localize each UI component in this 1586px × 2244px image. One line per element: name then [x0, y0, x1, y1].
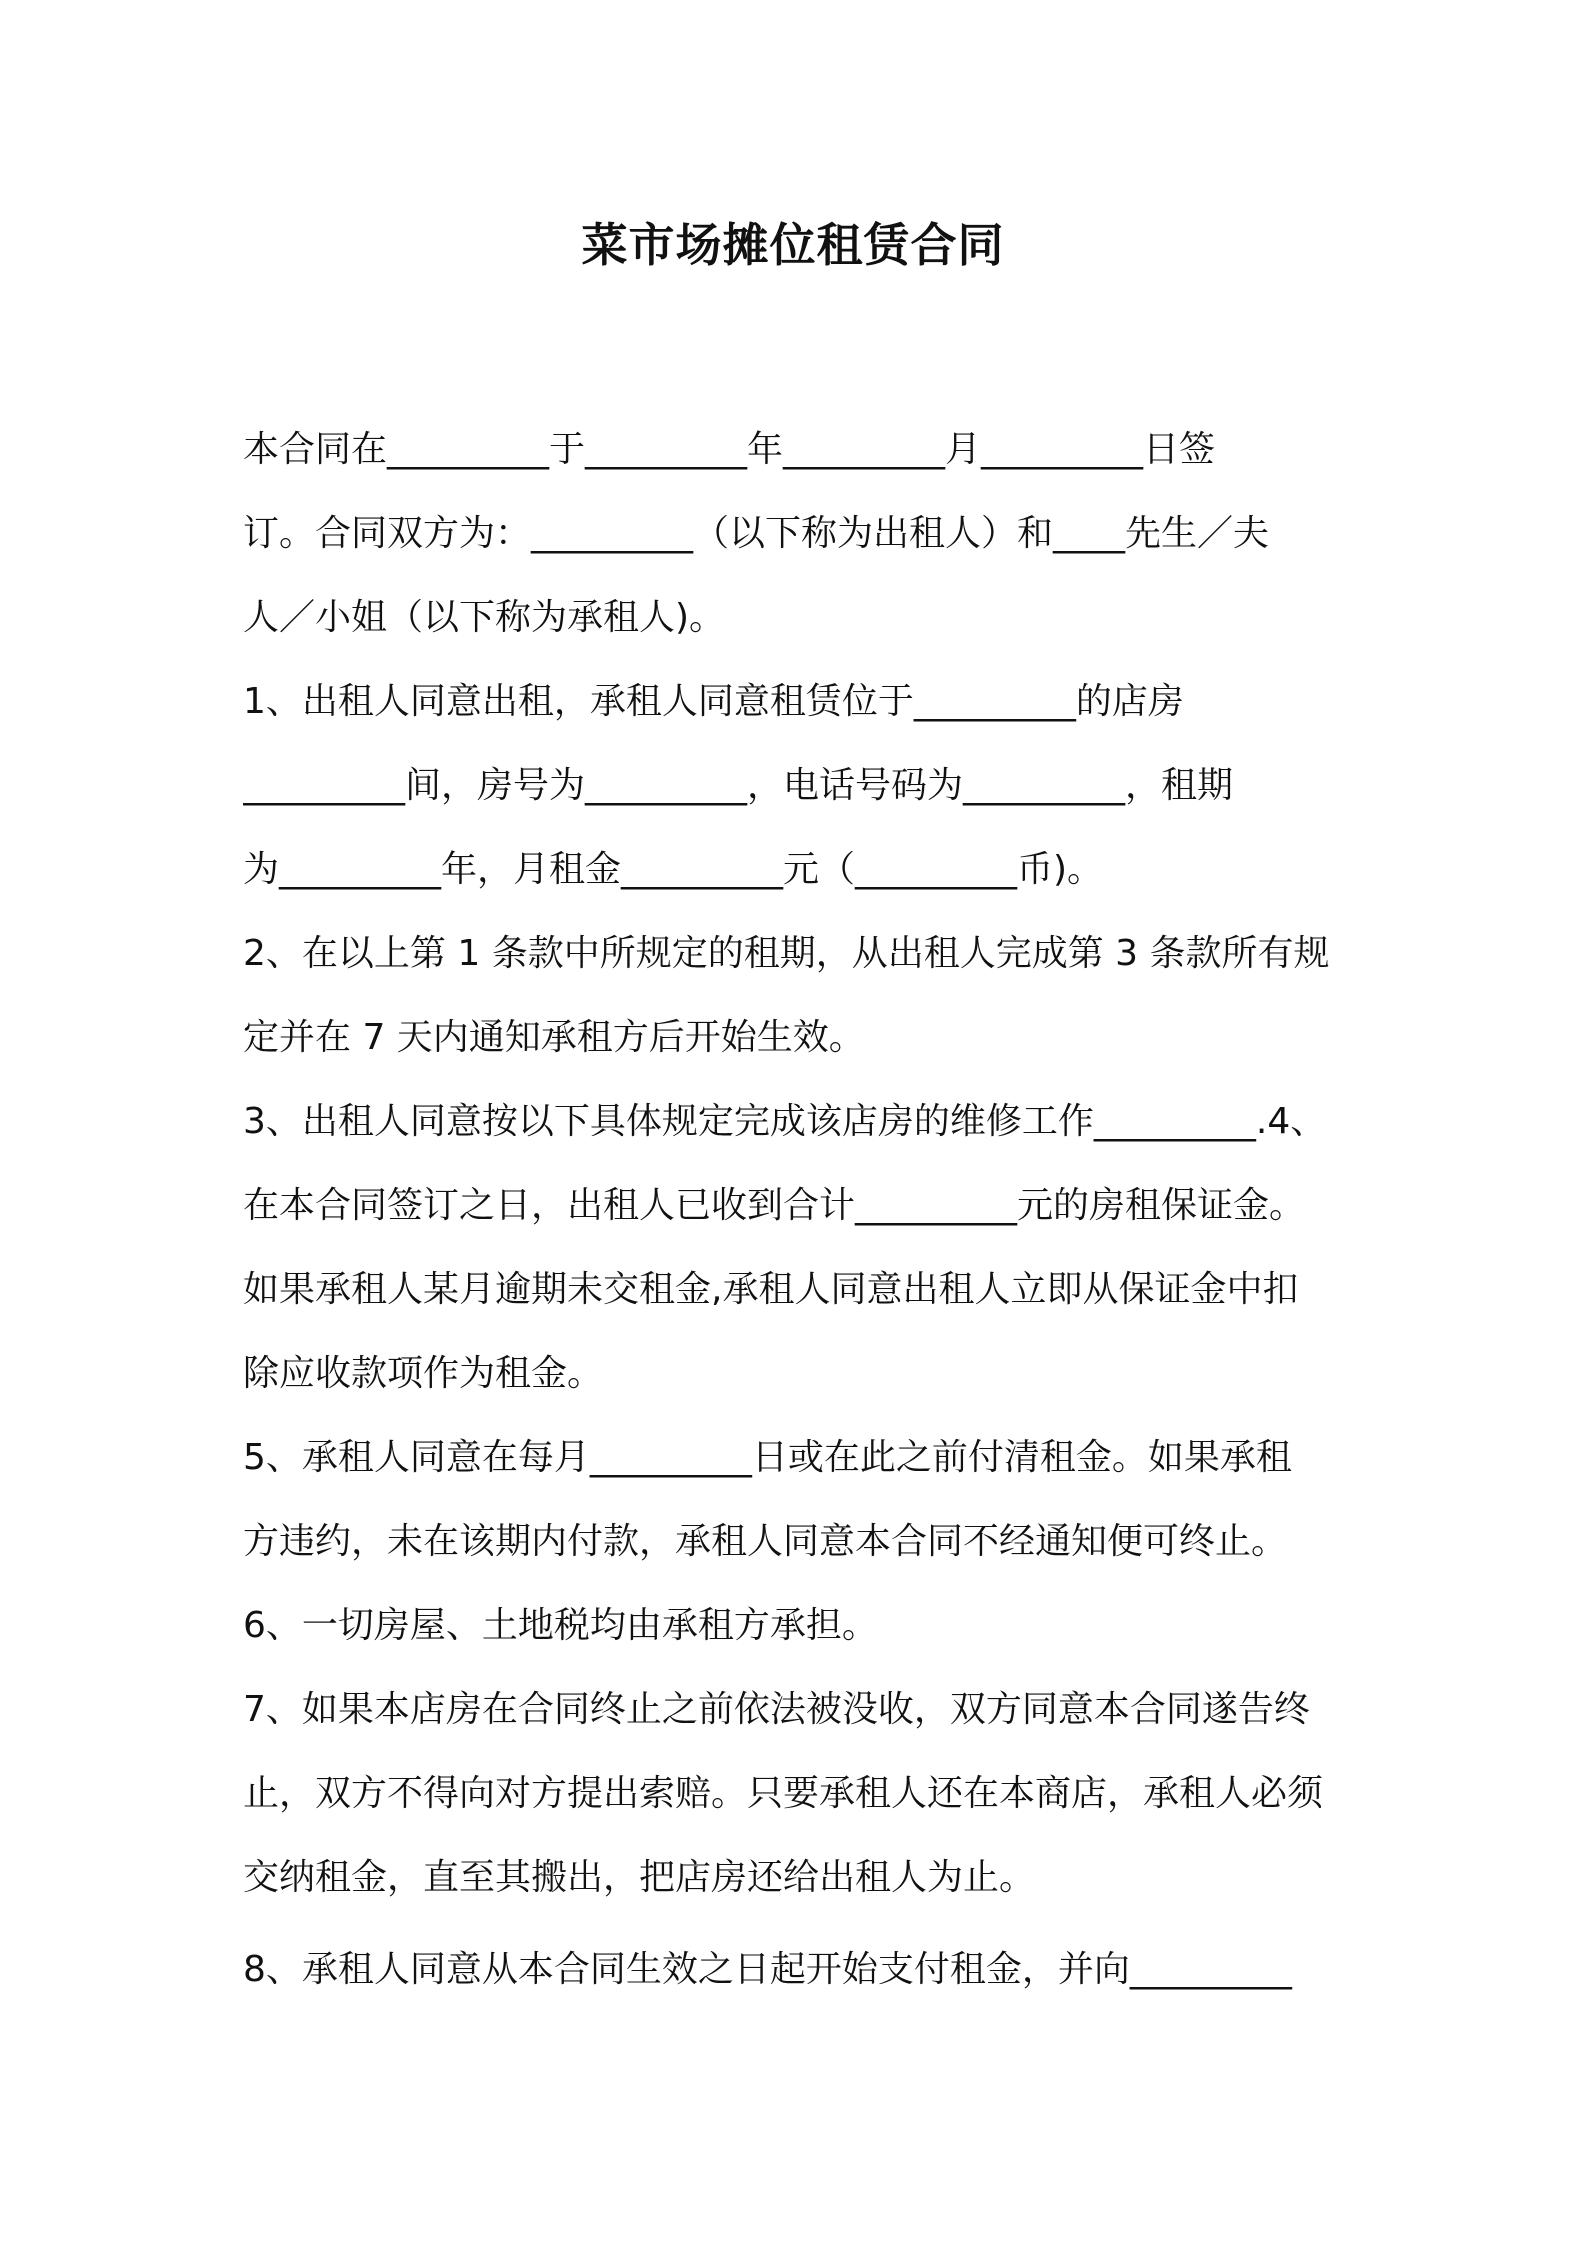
text-line: 6、一切房屋、土地税均由承租方承担。: [243, 1605, 878, 1646]
text-line: 交纳租金，直至其搬出，把店房还给出租人为止。: [243, 1857, 1036, 1898]
text-line: 定并在 7 天内通知承租方后开始生效。: [243, 1017, 865, 1058]
text-line: 如果承租人某月逾期未交租金,承租人同意出租人立即从保证金中扣: [243, 1269, 1299, 1310]
text-line: 3、出租人同意按以下具体规定完成该店房的维修工作_________.4、: [243, 1101, 1327, 1142]
text-line: 除应收款项作为租金。: [243, 1353, 604, 1394]
text-line: 在本合同签订之日，出租人已收到合计_________元的房租保证金。: [243, 1185, 1306, 1226]
document-title: 菜市场摊位租赁合同: [581, 218, 1005, 272]
document-body: [243, 408, 1353, 2012]
text-line: 2、在以上第 1 条款中所规定的租期，从出租人完成第 3 条款所有规: [243, 933, 1330, 974]
text-line: 人／小姐（以下称为承租人)。: [243, 597, 726, 638]
text-line: 5、承租人同意在每月_________日或在此之前付清租金。如果承租: [243, 1437, 1292, 1478]
text-line: 8、承租人同意从本合同生效之日起开始支付租金，并向_________: [243, 1949, 1292, 1990]
text-line: 本合同在_________于_________年_________月_________日签: [243, 429, 1216, 470]
text-line: 订。合同双方为：_________（以下称为出租人）和____先生／夫: [243, 513, 1270, 554]
paragraph-gap: [243, 1920, 1353, 1928]
text-line: 为_________年，月租金_________元（_________币)。: [243, 849, 1104, 890]
text-line: 方违约，未在该期内付款，承租人同意本合同不经通知便可终止。: [243, 1521, 1288, 1562]
text-line: 7、如果本店房在合同终止之前依法被没收，双方同意本合同遂告终: [243, 1689, 1310, 1730]
text-line: 1、出租人同意出租，承租人同意租赁位于_________的店房: [243, 681, 1184, 722]
text-line: _________间，房号为_________，电话号码为_________，租期: [243, 765, 1234, 806]
text-line: 止，双方不得向对方提出索赔。只要承租人还在本商店，承租人必须: [243, 1773, 1324, 1814]
